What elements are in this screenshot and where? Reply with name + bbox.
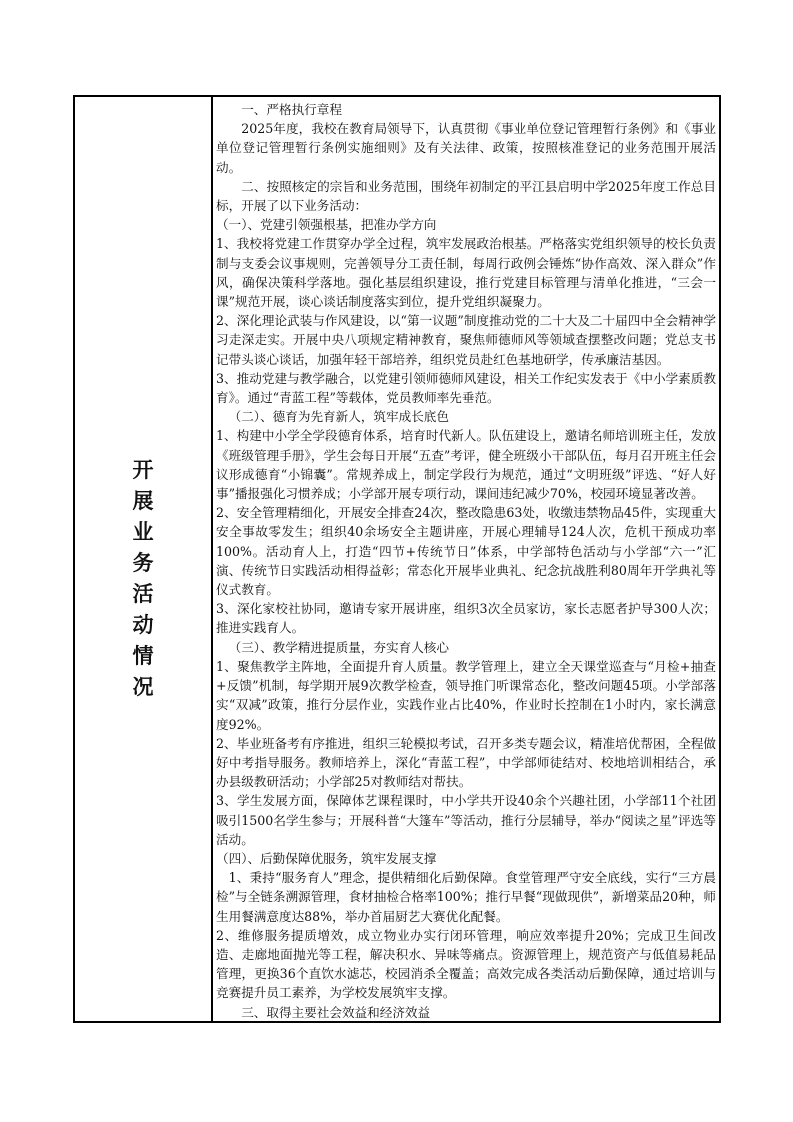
content-paragraph: 一、严格执行章程 <box>241 102 342 117</box>
label-cell <box>75 97 211 1021</box>
content-paragraph: （二）、德育为先育新人，筑牢成长底色 <box>228 409 449 425</box>
label-char: 展 <box>132 489 154 513</box>
label-char: 开 <box>132 458 154 482</box>
column-divider <box>211 97 213 1021</box>
content-paragraph: 1、秉持“服务育人”理念，提供精细化后勤保障。食堂管理严守安全底线，实行“三方晨检”与全链条溯源管理，食材抽检合格率100%；推行早餐“现做现供”，新增菜品20种，师生用餐满意度达88%，举办首届厨艺大赛优化配餐。 <box>216 870 716 924</box>
content-paragraph: 2、安全管理精细化，开展安全排查24次，整改隐患63处，收缴违禁物品45件，实现重大安全事故零发生；组织40余场安全主题讲座，开展心理辅导124人次，危机干预成功率100%。活动育人上，打造“四节+传统节日”体系，中学部特色活动与小学部“六一”汇演、传统节日实践活动相得益彰；常态化开展毕业典礼、纪念抗战胜利80周年开学典礼等仪式教育。 <box>216 505 716 598</box>
label-char: 业 <box>132 520 154 544</box>
content-paragraph: （一）、党建引领强根基，把准办学方向 <box>216 217 437 233</box>
section-label <box>133 459 154 698</box>
activity-table <box>73 95 721 1023</box>
label-char: 况 <box>132 675 154 699</box>
content-paragraph: 1、聚焦教学主阵地，全面提升育人质量。教学管理上，建立全天课堂巡查与“月检+抽查+反馈”机制，每学期开展9次教学检查，领导推门听课常态化，整改问题45项。小学部落实“双减”政策，推行分层作业，实践作业占比40%，作业时长控制在1小时内，家长满意度92%。 <box>216 658 716 732</box>
content-paragraph: 1、我校将党建工作贯穿办学全过程，筑牢发展政治根基。严格落实党组织领导的校长负责制与支委会议事规则，完善领导分工责任制，每周行政例会锤炼“协作高效、深入群众”作风，确保决策科学落地。强化基层组织建设，推行党建目标管理与清单化推进，“三会一课”规范开展，谈心谈话制度落实到位，提升党组织凝聚力。 <box>216 236 716 310</box>
label-char: 情 <box>132 644 154 668</box>
label-char: 动 <box>132 613 154 637</box>
content-paragraph: 3、深化家校社协同，邀请专家开展讲座，组织3次全员家访，家长志愿者护导300人次；推进实践育人。 <box>216 601 716 636</box>
content-paragraph: 2、毕业班备考有序推进，组织三轮模拟考试，召开多类专题会议，精准培优帮困，全程做好中考指导服务。教师培养上，深化“青蓝工程”，中学部师徒结对、校地培训相结合，承办县级教研活动；小学部25对教师结对帮扶。 <box>216 735 716 790</box>
label-char: 活 <box>132 582 154 606</box>
content-paragraph: 2、维修服务提质增效，成立物业办实行闭环管理，响应效率提升20%；完成卫生间改造、走廊地面抛光等工程，解决积水、异味等痛点。资源管理上，规范资产与低值易耗品管理，更换36个直饮水滤芯，校园消杀全覆盖；高效完成各类活动后勤保障，通过培训与竞赛提升员工素养，为学校发展筑牢支撑。 <box>216 927 716 1001</box>
content-cell <box>216 100 716 1022</box>
content-paragraph: 二、按照核定的宗旨和业务范围，围绕年初制定的平江县启明中学2025年度工作总目标，开展了以下业务活动： <box>216 178 716 214</box>
content-paragraph: （三）、教学精进提质量，夯实育人核心 <box>228 639 449 655</box>
content-paragraph: （四）、后勤保障优服务，筑牢发展支撑 <box>216 850 437 866</box>
content-paragraph: 2025年度，我校在教育局领导下，认真贯彻《事业单位登记管理暂行条例》和《事业单位登记管理暂行条例实施细则》及有关法律、政策，按照核准登记的业务范围开展活动。 <box>216 121 716 175</box>
content-paragraph: 1、构建中小学全学段德育体系，培育时代新人。队伍建设上，邀请名师培训班主任，发放《班级管理手册》，学生会每日开展“五查”考评，健全班级小干部队伍，每月召开班主任会议形成德育“小锦囊”。常规养成上，制定学段行为规范，通过“文明班级”评选、“好人好事”播报强化习惯养成；小学部开展专项行动，课间违纪减少70%，校园环境显著改善。 <box>216 428 716 502</box>
label-char: 务 <box>132 551 154 575</box>
content-paragraph: 3、学生发展方面，保障体艺课程课时，中小学共开设40余个兴趣社团，小学部11个社团吸引1500名学生参与；开展科普“大篷车”等活动，推行分层辅导，举办“阅读之星”评选等活动。 <box>216 793 716 847</box>
content-paragraph: 三、取得主要社会效益和经济效益 <box>241 1004 431 1020</box>
content-paragraph: 3、推动党建与教学融合，以党建引领师德师风建设，相关工作纪实发表于《中小学素质教育》。通过“青蓝工程”等载体，党员教师率先垂范。 <box>216 370 716 406</box>
content-paragraph: 2、深化理论武装与作风建设，以“第一议题”制度推动党的二十大及二十届四中全会精神学习走深走实。开展中央八项规定精神教育，聚焦师德师风等领域查摆整改问题；党总支书记带头谈心谈话，加强年轻干部培养，组织党员赴红色基地研学，传承廉洁基因。 <box>216 313 716 367</box>
